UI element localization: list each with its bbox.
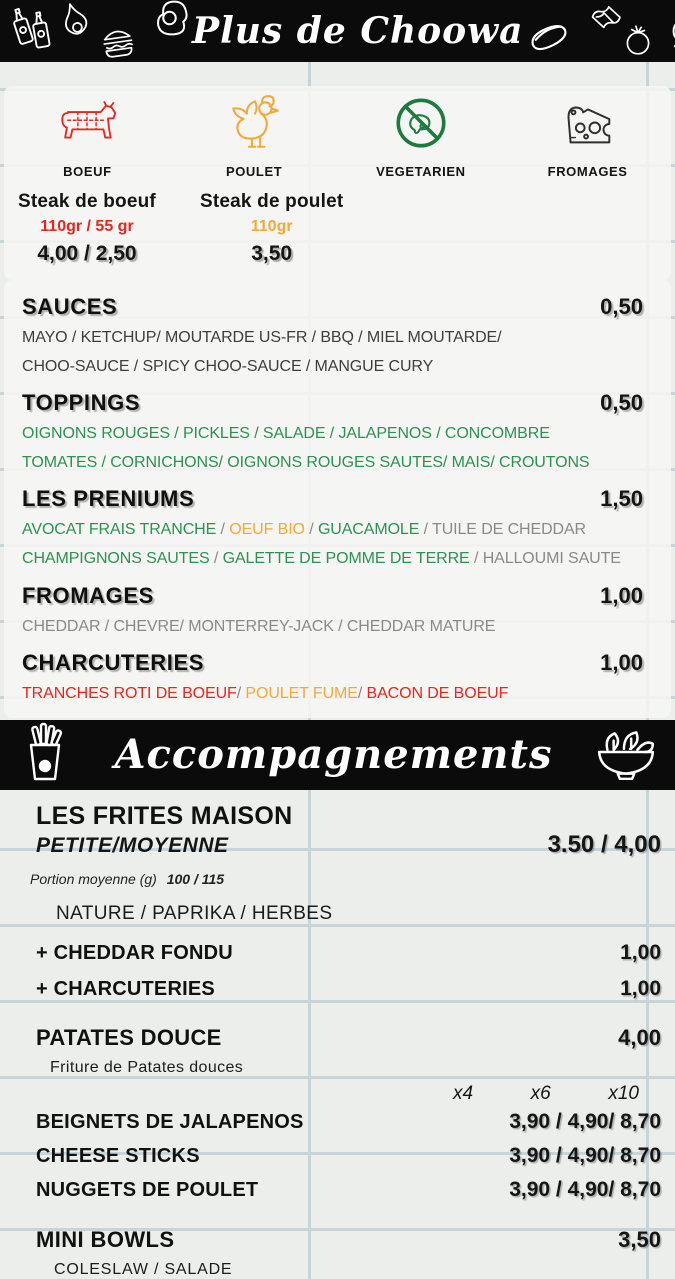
frites-item — [0, 802, 661, 887]
section-header — [22, 486, 643, 512]
menu-section — [4, 480, 671, 576]
category-label: BOEUF — [63, 164, 112, 179]
patates-item — [0, 1025, 661, 1051]
no-meat-icon — [390, 92, 452, 159]
accompagnements-title: Accompagnements — [115, 731, 553, 778]
steak-boeuf-item — [18, 191, 156, 266]
steak-weight: 110gr — [200, 218, 343, 236]
extras-sections — [4, 280, 671, 718]
mini-bowls-note: COLESLAW / SALADE — [54, 1261, 661, 1279]
size-x10: x10 — [608, 1083, 639, 1105]
cow-icon — [56, 92, 118, 159]
frites-name: LES FRITES MAISON — [36, 802, 661, 831]
section-header — [22, 390, 643, 416]
sides-section — [0, 790, 675, 1279]
item-text: MAYO / KETCHUP/ MOUTARDE US-FR / BBQ / MIEL MOUTARDE/ — [22, 329, 501, 346]
patates-name: PATATES DOUCE — [36, 1025, 222, 1051]
portion-values: 100 / 115 — [167, 871, 224, 887]
steak-name: Steak de boeuf — [18, 191, 156, 213]
addon-row — [0, 971, 661, 1007]
item-text: CHAMPIGNONS SAUTES — [22, 550, 210, 567]
category-row — [4, 92, 671, 179]
section-title: TOPPINGS — [22, 390, 140, 416]
item-text: AVOCAT FRAIS TRANCHE — [22, 521, 216, 538]
sauce-bottles-icon — [10, 4, 54, 54]
section-items-line — [22, 452, 643, 474]
section-header — [22, 294, 643, 320]
combo-price: 3,90 / 4,90/ 8,70 — [509, 1110, 661, 1134]
patates-price: 4,00 — [618, 1025, 661, 1051]
section-items-line — [22, 327, 643, 349]
accompagnements-band — [0, 720, 675, 790]
item-text: POULET FUME — [245, 685, 357, 702]
section-title: SAUCES — [22, 294, 117, 320]
section-items-line — [22, 548, 643, 570]
menu-section — [4, 644, 671, 712]
category-label: FROMAGES — [548, 164, 628, 179]
bacon-icon — [588, 3, 622, 37]
addon-name: + CHEDDAR FONDU — [36, 942, 233, 965]
item-text: CHEDDAR / CHEVRE/ MONTERREY-JACK / CHEDDAR MATURE — [22, 618, 495, 635]
item-text: BACON DE BOEUF — [367, 685, 509, 702]
chili-flame-icon — [666, 5, 675, 57]
cheese-icon — [557, 92, 619, 159]
steak-weight: 110gr / 55 gr — [18, 218, 156, 236]
section-price: 0,50 — [600, 390, 643, 416]
combo-price: 3,90 / 4,90/ 8,70 — [509, 1144, 661, 1168]
burger-icon — [96, 22, 140, 58]
addon-price: 1,00 — [620, 941, 661, 965]
item-text: TOMATES / CORNICHONS/ OIGNONS ROUGES SAUTES/ MAIS/ CROUTONS — [22, 454, 590, 471]
mini-bowls-item — [0, 1227, 661, 1253]
section-title: LES PRENIUMS — [22, 486, 194, 512]
item-text: / — [358, 685, 367, 702]
combo-name: BEIGNETS DE JALAPENOS — [36, 1111, 304, 1134]
item-text: / — [305, 521, 318, 538]
item-text: OEUF BIO — [229, 521, 305, 538]
addon-name: + CHARCUTERIES — [36, 978, 215, 1001]
section-items-line — [22, 423, 643, 445]
item-text: GUACAMOLE — [318, 521, 419, 538]
steak-price: 3,50 — [200, 242, 343, 266]
category-poulet — [171, 92, 338, 179]
item-text: / — [237, 685, 246, 702]
fried-egg-icon — [152, 0, 192, 38]
fries-icon — [16, 721, 74, 788]
category-label: VEGETARIEN — [376, 164, 466, 179]
combo-name: CHEESE STICKS — [36, 1145, 200, 1168]
combo-list — [0, 1105, 661, 1207]
steak-name: Steak de poulet — [200, 191, 343, 213]
header-left-icons — [10, 4, 192, 58]
addon-row — [0, 935, 661, 971]
item-text: / — [210, 550, 223, 567]
steak-poulet-item — [200, 191, 343, 266]
frites-sizes: PETITE/MOYENNE — [36, 834, 229, 858]
combo-row — [0, 1139, 661, 1173]
section-header — [22, 583, 643, 609]
item-text: GALETTE DE POMME DE TERRE — [223, 550, 470, 567]
page-title: Plus de Choowa — [192, 10, 524, 52]
mini-bowls-name: MINI BOWLS — [36, 1227, 174, 1253]
item-text: / — [216, 521, 229, 538]
patates-note: Friture de Patates douces — [50, 1059, 661, 1077]
section-items-line — [22, 356, 643, 378]
salad-bowl-icon — [593, 721, 659, 788]
steaks-row — [4, 179, 671, 278]
item-text: CHOO-SAUCE / SPICY CHOO-SAUCE / MANGUE CURY — [22, 358, 433, 375]
rooster-icon — [223, 92, 285, 159]
category-boeuf — [4, 92, 171, 179]
combo-row — [0, 1173, 661, 1207]
mini-bowls-price: 3,50 — [618, 1227, 661, 1253]
steak-price: 4,00 / 2,50 — [18, 242, 156, 266]
section-items-line — [22, 616, 643, 638]
frites-portion-note — [30, 871, 661, 887]
addon-price: 1,00 — [620, 977, 661, 1001]
frites-variants: NATURE / PAPRIKA / HERBES — [56, 903, 661, 925]
section-price: 1,50 — [600, 486, 643, 512]
frites-price: 3.50 / 4,00 — [548, 831, 661, 859]
size-x4: x4 — [453, 1083, 473, 1105]
header-right-icons — [524, 5, 675, 57]
section-items-line — [22, 519, 643, 541]
item-text: OIGNONS ROUGES / PICKLES / SALADE / JALAPENOS / CONCOMBRE — [22, 425, 550, 442]
section-price: 1,00 — [600, 583, 643, 609]
item-text: TUILE DE CHEDDAR — [432, 521, 586, 538]
item-text: HALLOUMI SAUTE — [483, 550, 621, 567]
combo-price: 3,90 / 4,90/ 8,70 — [509, 1178, 661, 1202]
combo-size-header — [449, 1077, 661, 1105]
item-text: / — [419, 521, 432, 538]
section-items-line — [22, 683, 643, 705]
menu-section — [4, 288, 671, 384]
section-header — [22, 650, 643, 676]
categories-steaks-card — [4, 86, 671, 280]
section-price: 0,50 — [600, 294, 643, 320]
tomato-icon — [620, 21, 656, 57]
addons-list — [0, 935, 661, 1007]
item-text: / — [470, 550, 483, 567]
menu-section — [4, 384, 671, 480]
item-text: TRANCHES ROTI DE BOEUF — [22, 685, 237, 702]
menu-section — [4, 577, 671, 645]
section-price: 1,00 — [600, 650, 643, 676]
header-band — [0, 0, 675, 62]
hot-dog-icon — [524, 11, 574, 51]
portion-label: Portion moyenne (g) — [30, 871, 157, 887]
combo-row — [0, 1105, 661, 1139]
section-title: FROMAGES — [22, 583, 154, 609]
section-title: CHARCUTERIES — [22, 650, 204, 676]
avocado-icon — [58, 0, 92, 40]
size-x6: x6 — [531, 1083, 551, 1105]
category-label: POULET — [226, 164, 282, 179]
category-fromages — [504, 92, 671, 179]
category-vegetarien — [338, 92, 505, 179]
combo-name: NUGGETS DE POULET — [36, 1179, 258, 1202]
